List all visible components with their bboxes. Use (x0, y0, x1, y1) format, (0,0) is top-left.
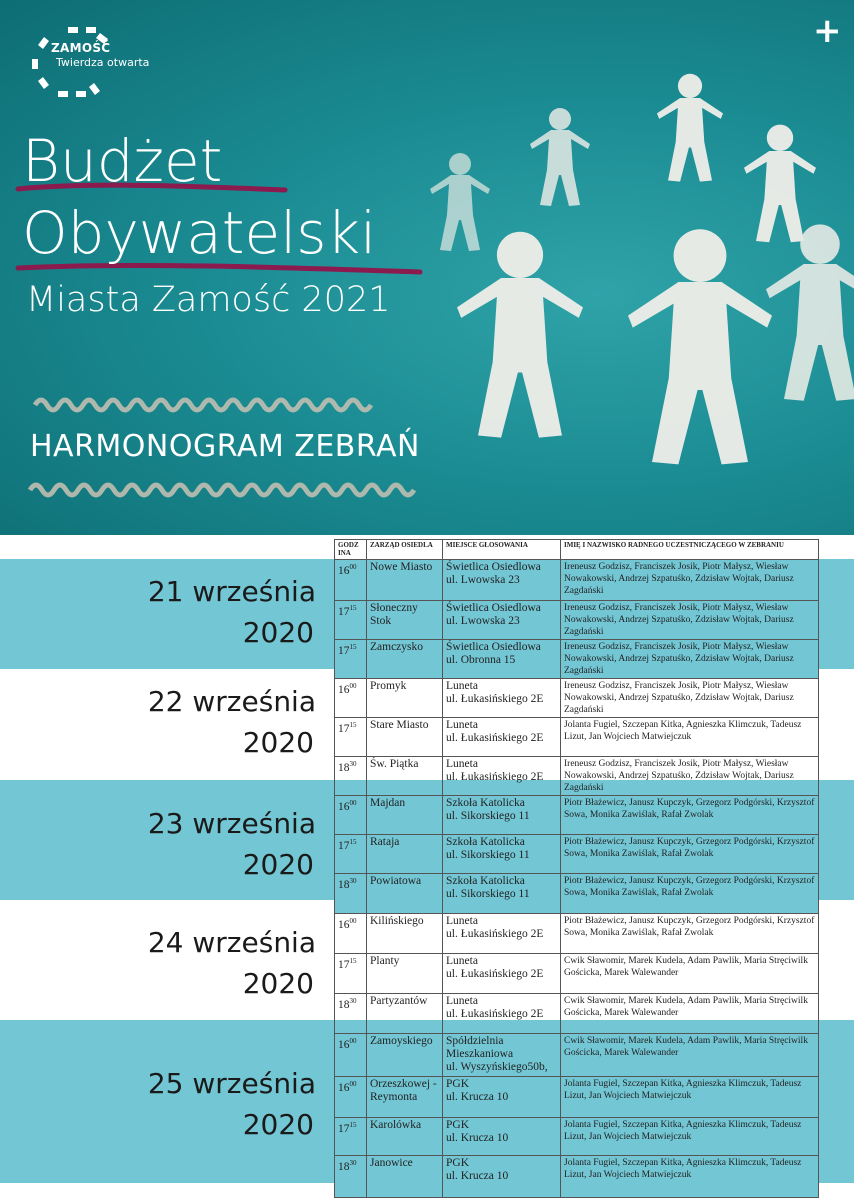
table-row (335, 1077, 819, 1118)
time-hour: 18 (338, 998, 350, 1011)
place-line: Szkoła Katolicka (446, 836, 525, 848)
time-minutes: 15 (349, 643, 357, 651)
time-hour: 17 (338, 839, 350, 852)
time-hour: 18 (338, 878, 350, 891)
cell-councillors: Piotr Błażewicz, Janusz Kupczyk, Grzegorz Podgórski, Krzysztof Sowa, Monika Zawiślak, Rafał Zwolak (561, 796, 819, 835)
date-day: 23 września (147, 807, 316, 840)
time-minutes: 30 (349, 877, 357, 885)
cell-place (443, 560, 561, 601)
cell-time (335, 914, 367, 954)
cell-councillors: Jolanta Fugiel, Szczepan Kitka, Agnieszka Klimczuk, Tadeusz Lizut, Jan Wojciech Matwiejczuk (561, 1156, 819, 1198)
place-line: Szkoła Katolicka (446, 875, 525, 887)
place-line: Mieszkaniowa (446, 1048, 514, 1060)
cell-district: Promyk (367, 679, 443, 718)
date-year: 2020 (242, 616, 314, 649)
cell-time (335, 796, 367, 835)
date-year: 2020 (242, 848, 314, 881)
place-line: ul. Wyszyńskiego50b, (446, 1061, 548, 1073)
place-line: Luneta (446, 680, 478, 692)
cell-time (335, 718, 367, 757)
table-row (335, 1034, 819, 1077)
time-minutes: 00 (349, 799, 357, 807)
time-hour: 16 (338, 800, 350, 813)
place-line: Świetlica Osiedlowa (446, 602, 541, 614)
cell-place (443, 1034, 561, 1077)
time-minutes: 15 (349, 1121, 357, 1129)
cell-place (443, 874, 561, 914)
cell-councillors: Jolanta Fugiel, Szczepan Kitka, Agnieszka Klimczuk, Tadeusz Lizut, Jan Wojciech Matwiejczuk (561, 1118, 819, 1156)
table-row (335, 718, 819, 757)
cell-district: Św. Piątka (367, 757, 443, 796)
time-minutes: 15 (349, 957, 357, 965)
date-year: 2020 (242, 1108, 314, 1141)
cell-district: Planty (367, 954, 443, 994)
cell-district: Zamczysko (367, 640, 443, 679)
time-minutes: 00 (349, 1037, 357, 1045)
cell-district: Powiatowa (367, 874, 443, 914)
cell-councillors: Ireneusz Godzisz, Franciszek Josik, Piotr Małysz, Wiesław Nowakowski, Andrzej Szpatuśko, Zdzisław Wojtak, Dariusz Zagdański (561, 560, 819, 601)
time-minutes: 00 (349, 917, 357, 925)
cell-time (335, 1034, 367, 1077)
place-line: PGK (446, 1157, 470, 1169)
place-line: ul. Sikorskiego 11 (446, 810, 530, 822)
cell-time (335, 1118, 367, 1156)
header-hour: GODZ INA (335, 540, 367, 560)
cell-place (443, 601, 561, 640)
time-minutes: 00 (349, 682, 357, 690)
date-label (0, 681, 318, 763)
place-line: Luneta (446, 995, 478, 1007)
schedule-table (334, 539, 819, 1198)
place-line: ul. Lwowska 23 (446, 615, 520, 627)
cell-councillors: Jolanta Fugiel, Szczepan Kitka, Agnieszka Klimczuk, Tadeusz Lizut, Jan Wojciech Matwiejczuk (561, 1077, 819, 1118)
cell-time (335, 835, 367, 874)
cell-councillors: Ireneusz Godzisz, Franciszek Josik, Piotr Małysz, Wiesław Nowakowski, Andrzej Szpatuśko, Zdzisław Wojtak, Dariusz Zagdański (561, 757, 819, 796)
time-hour: 18 (338, 1160, 350, 1173)
cell-place (443, 679, 561, 718)
date-day: 25 września (147, 1067, 316, 1100)
table-row (335, 679, 819, 718)
time-hour: 16 (338, 918, 350, 931)
place-line: ul. Sikorskiego 11 (446, 888, 530, 900)
cell-district: Janowice (367, 1156, 443, 1198)
cell-place (443, 835, 561, 874)
table-row (335, 874, 819, 914)
schedule-heading: HARMONOGRAM ZEBRAŃ (30, 429, 420, 464)
place-line: Luneta (446, 915, 478, 927)
time-hour: 17 (338, 644, 350, 657)
date-label (0, 803, 318, 885)
time-minutes: 30 (349, 997, 357, 1005)
table-row (335, 994, 819, 1034)
cell-councillors: Cwik Sławomir, Marek Kudela, Adam Pawlik, Maria Stręciwilk Gościcka, Marek Walewander (561, 1034, 819, 1077)
cell-councillors: Ireneusz Godzisz, Franciszek Josik, Piotr Małysz, Wiesław Nowakowski, Andrzej Szpatuśko, Zdzisław Wojtak, Dariusz Zagdański (561, 601, 819, 640)
place-line: ul. Łukasińskiego 2E (446, 732, 544, 744)
cell-time (335, 994, 367, 1034)
cell-place (443, 640, 561, 679)
cell-place (443, 796, 561, 835)
header-district: ZARZĄD OSIEDLA (367, 540, 443, 560)
cell-district: Stare Miasto (367, 718, 443, 757)
time-minutes: 00 (349, 1080, 357, 1088)
cell-district: Rataja (367, 835, 443, 874)
table-row (335, 835, 819, 874)
time-hour: 17 (338, 958, 350, 971)
cell-time (335, 560, 367, 601)
time-hour: 18 (338, 761, 350, 774)
place-line: PGK (446, 1078, 470, 1090)
table-row (335, 1118, 819, 1156)
place-line: ul. Krucza 10 (446, 1091, 509, 1103)
cell-councillors: Piotr Błażewicz, Janusz Kupczyk, Grzegorz Podgórski, Krzysztof Sowa, Monika Zawiślak, Rafał Zwolak (561, 835, 819, 874)
place-line: ul. Łukasińskiego 2E (446, 1008, 544, 1020)
cell-place (443, 718, 561, 757)
cell-councillors: Piotr Błażewicz, Janusz Kupczyk, Grzegorz Podgórski, Krzysztof Sowa, Monika Zawiślak, Rafał Zwolak (561, 914, 819, 954)
date-day: 21 września (147, 575, 316, 608)
date-day: 24 września (147, 926, 316, 959)
date-day: 22 września (147, 685, 316, 718)
time-minutes: 30 (349, 760, 357, 768)
table-row (335, 757, 819, 796)
logo-name: ZAMOŚĆ (51, 41, 111, 55)
cell-district: Majdan (367, 796, 443, 835)
place-line: Świetlica Osiedlowa (446, 641, 541, 653)
table-row (335, 914, 819, 954)
cell-councillors: Jolanta Fugiel, Szczepan Kitka, Agnieszka Klimczuk, Tadeusz Lizut, Jan Wojciech Matwiejczuk (561, 718, 819, 757)
place-line: ul. Łukasińskiego 2E (446, 968, 544, 980)
cell-place (443, 1118, 561, 1156)
time-minutes: 15 (349, 838, 357, 846)
time-minutes: 15 (349, 721, 357, 729)
date-year: 2020 (242, 726, 314, 759)
time-minutes: 15 (349, 604, 357, 612)
title-line-2: Obywatelski (22, 199, 377, 267)
plus-icon: + (813, 11, 842, 51)
place-line: ul. Sikorskiego 11 (446, 849, 530, 861)
cell-time (335, 874, 367, 914)
time-minutes: 00 (349, 563, 357, 571)
title-line-1: Budżet (22, 127, 223, 195)
table-row (335, 954, 819, 994)
time-hour: 16 (338, 564, 350, 577)
place-line: ul. Łukasińskiego 2E (446, 771, 544, 783)
cell-time (335, 954, 367, 994)
time-hour: 16 (338, 1038, 350, 1051)
cell-councillors: Piotr Błażewicz, Janusz Kupczyk, Grzegorz Podgórski, Krzysztof Sowa, Monika Zawiślak, Rafał Zwolak (561, 874, 819, 914)
cell-councillors: Cwik Sławomir, Marek Kudela, Adam Pawlik, Maria Stręciwilk Gościcka, Marek Walewander (561, 954, 819, 994)
cell-councillors: Ireneusz Godzisz, Franciszek Josik, Piotr Małysz, Wiesław Nowakowski, Andrzej Szpatuśko, Zdzisław Wojtak, Dariusz Zagdański (561, 679, 819, 718)
place-line: ul. Łukasińskiego 2E (446, 693, 544, 705)
cell-district: Nowe Miasto (367, 560, 443, 601)
header-councillors: IMIĘ I NAZWISKO RADNEGO UCZESTNICZĄCEGO W ZEBRANIU (561, 540, 819, 560)
cell-time (335, 601, 367, 640)
place-line: ul. Obronna 15 (446, 654, 516, 666)
header-place: MIEJSCE GŁOSOWANIA (443, 540, 561, 560)
place-line: Luneta (446, 955, 478, 967)
table-row (335, 640, 819, 679)
cell-place (443, 1156, 561, 1198)
time-hour: 17 (338, 1122, 350, 1135)
cell-district: Karolówka (367, 1118, 443, 1156)
cell-district: Kilińskiego (367, 914, 443, 954)
cell-councillors: Cwik Sławomir, Marek Kudela, Adam Pawlik, Maria Stręciwilk Gościcka, Marek Walewander (561, 994, 819, 1034)
cell-place (443, 1077, 561, 1118)
table-row (335, 796, 819, 835)
table-body (335, 560, 819, 1198)
cell-district: Słoneczny Stok (367, 601, 443, 640)
place-line: Szkoła Katolicka (446, 797, 525, 809)
cell-district: Zamoyskiego (367, 1034, 443, 1077)
cell-councillors: Ireneusz Godzisz, Franciszek Josik, Piotr Małysz, Wiesław Nowakowski, Andrzej Szpatuśko, Zdzisław Wojtak, Dariusz Zagdański (561, 640, 819, 679)
header-banner (0, 0, 854, 535)
cell-time (335, 757, 367, 796)
place-line: PGK (446, 1119, 470, 1131)
place-line: ul. Krucza 10 (446, 1132, 509, 1144)
place-line: Świetlica Osiedlowa (446, 561, 541, 573)
cell-time (335, 1156, 367, 1198)
date-label (0, 922, 318, 1004)
date-label (0, 1063, 318, 1145)
time-hour: 16 (338, 1081, 350, 1094)
cell-district: Orzeszkowej - Reymonta (367, 1077, 443, 1118)
cell-time (335, 1077, 367, 1118)
date-label (0, 571, 318, 653)
table-row (335, 601, 819, 640)
cell-time (335, 679, 367, 718)
place-line: ul. Lwowska 23 (446, 574, 520, 586)
place-line: Luneta (446, 719, 478, 731)
cell-place (443, 914, 561, 954)
table-row (335, 1156, 819, 1198)
place-line: ul. Krucza 10 (446, 1170, 509, 1182)
cell-place (443, 994, 561, 1034)
cell-place (443, 757, 561, 796)
place-line: Spółdzielnia (446, 1035, 504, 1047)
table-header-row (335, 540, 819, 560)
time-minutes: 30 (349, 1159, 357, 1167)
place-line: ul. Łukasińskiego 2E (446, 928, 544, 940)
time-hour: 17 (338, 722, 350, 735)
table-row (335, 560, 819, 601)
cell-place (443, 954, 561, 994)
time-hour: 17 (338, 605, 350, 618)
cell-time (335, 640, 367, 679)
time-hour: 16 (338, 683, 350, 696)
place-line: Luneta (446, 758, 478, 770)
logo-tagline: Twierdza otwarta (56, 56, 150, 69)
cell-district: Partyzantów (367, 994, 443, 1034)
date-year: 2020 (242, 967, 314, 1000)
subtitle: Miasta Zamość 2021 (26, 280, 391, 320)
